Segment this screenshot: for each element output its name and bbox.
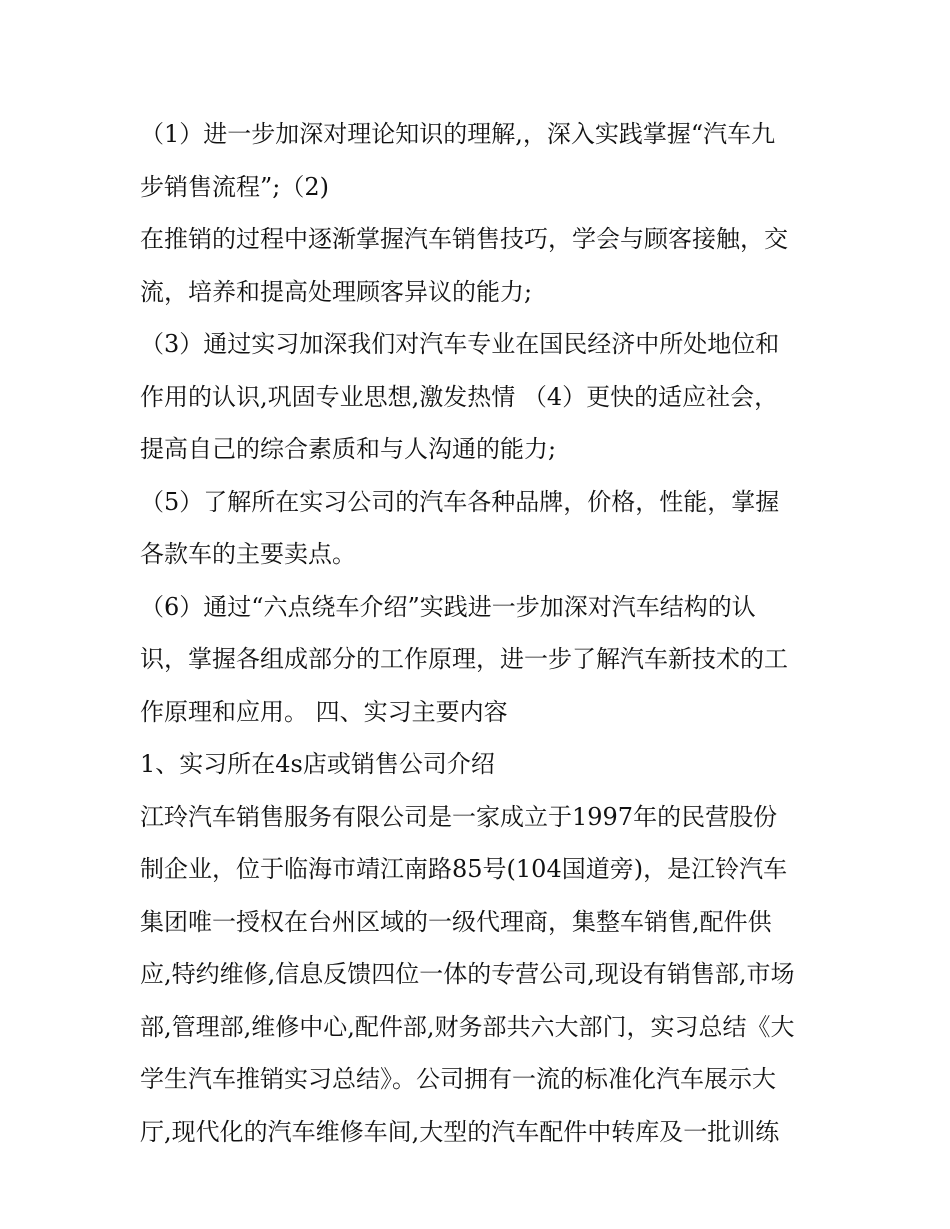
text-line: 学生汽车推销实习总结》。公司拥有一流的标准化汽车展示大: [140, 1065, 776, 1093]
text-line: 流，培养和提高处理顾客异议的能力;: [140, 277, 533, 306]
text-line: 厅,现代化的汽车维修车间,大型的汽车配件中转库及一批训练: [140, 1117, 780, 1146]
text-line: 江玲汽车销售服务有限公司是一家成立于1997年的民营股份: [140, 802, 778, 831]
text-line: 集团唯一授权在台州区域的一级代理商，集整车销售,配件供: [140, 907, 772, 936]
text-line: 步销售流程”;（2): [140, 172, 329, 201]
text-line: 作原理和应用。 四、实习主要内容: [140, 697, 508, 726]
text-line: 各款车的主要卖点。: [140, 540, 356, 568]
text-line: 提高自己的综合素质和与人沟通的能力;: [140, 435, 557, 463]
text-line: 1、实习所在4s店或销售公司介绍: [140, 750, 495, 778]
text-line: （1）进一步加深对理论知识的理解,，深入实践掌握“汽车九: [140, 120, 776, 148]
text-line: 应,特约维修,信息反馈四位一体的专营公司,现设有销售部,市场: [140, 960, 795, 988]
text-line: 部,管理部,维修中心,配件部,财务部共六大部门，实习总结《大: [140, 1012, 795, 1041]
text-line: （3）通过实习加深我们对汽车专业在国民经济中所处地位和: [140, 330, 780, 358]
text-line: 制企业，位于临海市靖江南路85号(104国道旁)，是江铃汽车: [140, 855, 788, 883]
text-line: 作用的认识,巩固专业思想,激发热情 （4）更快的适应社会，: [140, 382, 779, 411]
text-line: （5）了解所在实习公司的汽车各种品牌，价格，性能，掌握: [140, 487, 780, 516]
document-body: [140, 108, 820, 1158]
text-line: （6）通过“六点绕车介绍”实践进一步加深对汽车结构的认: [140, 592, 756, 621]
text-line: 识，掌握各组成部分的工作原理，进一步了解汽车新技术的工: [140, 645, 788, 673]
text-line: 在推销的过程中逐渐掌握汽车销售技巧，学会与顾客接触，交: [140, 225, 788, 253]
